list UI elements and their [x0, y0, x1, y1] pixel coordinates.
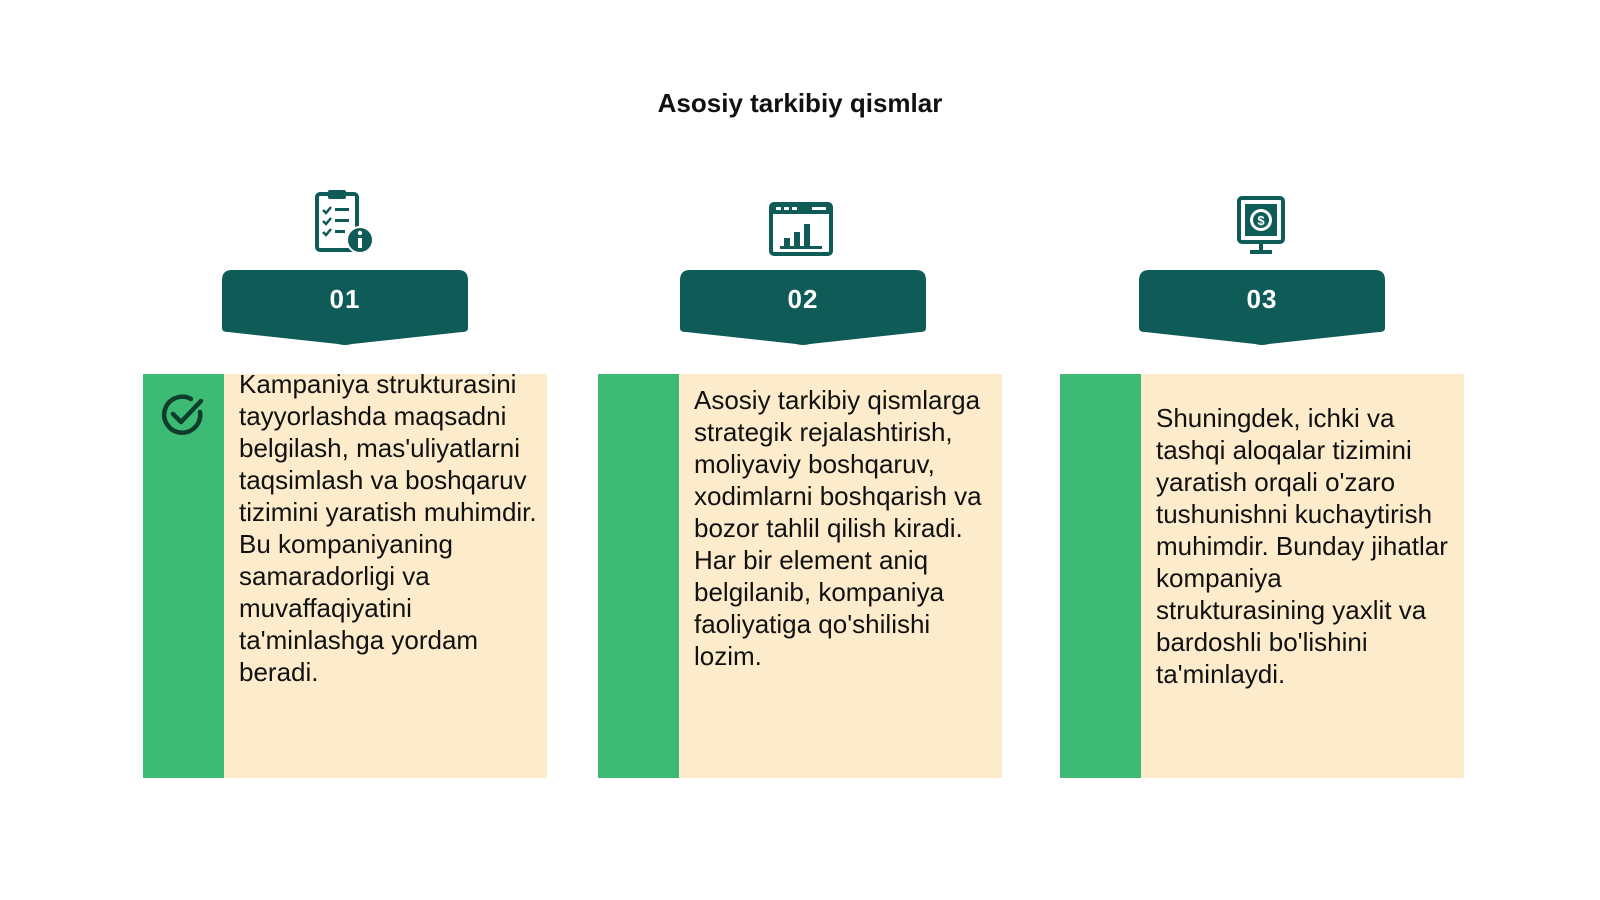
money-monitor-icon [1226, 190, 1296, 260]
step-number: 03 [1246, 284, 1278, 314]
card-text: Kampaniya strukturasini tayyorlashda maqsadni belgilash, mas'uliyatlarni taqsimlash va boshqaruv tizimini yaratish muhimdir. Bu kompaniyaning samaradorligi va muvaffaqiyatini ta'minlashga yordam beradi. [239, 369, 537, 687]
step-number: 02 [787, 284, 819, 314]
step-number: 01 [329, 284, 361, 314]
svg-text:$: $ [1257, 213, 1265, 228]
step-badge-03 [1139, 270, 1385, 346]
card-text: Shuningdek, ichki va tashqi aloqalar tizimini yaratish orqali o'zaro tushunishni kuchaytirish muhimdir. Bunday jihatlar kompaniya strukturasining yaxlit va bardoshli bo'lishini ta'minlaydi. [1156, 403, 1448, 689]
card-body [1141, 374, 1464, 778]
card-accent-strip [1060, 374, 1141, 778]
content-card-3 [1060, 374, 1464, 778]
card-text: Asosiy tarkibiy qismlarga strategik rejalashtirish, moliyaviy boshqaruv, xodimlarni boshqarish va bozor tahlil qilish kiradi. Har bir element aniq belgilanib, kompaniya faoliyatiga qo'shilishi lozim. [694, 385, 982, 671]
slide-title: Asosiy tarkibiy qismlar [657, 88, 943, 118]
